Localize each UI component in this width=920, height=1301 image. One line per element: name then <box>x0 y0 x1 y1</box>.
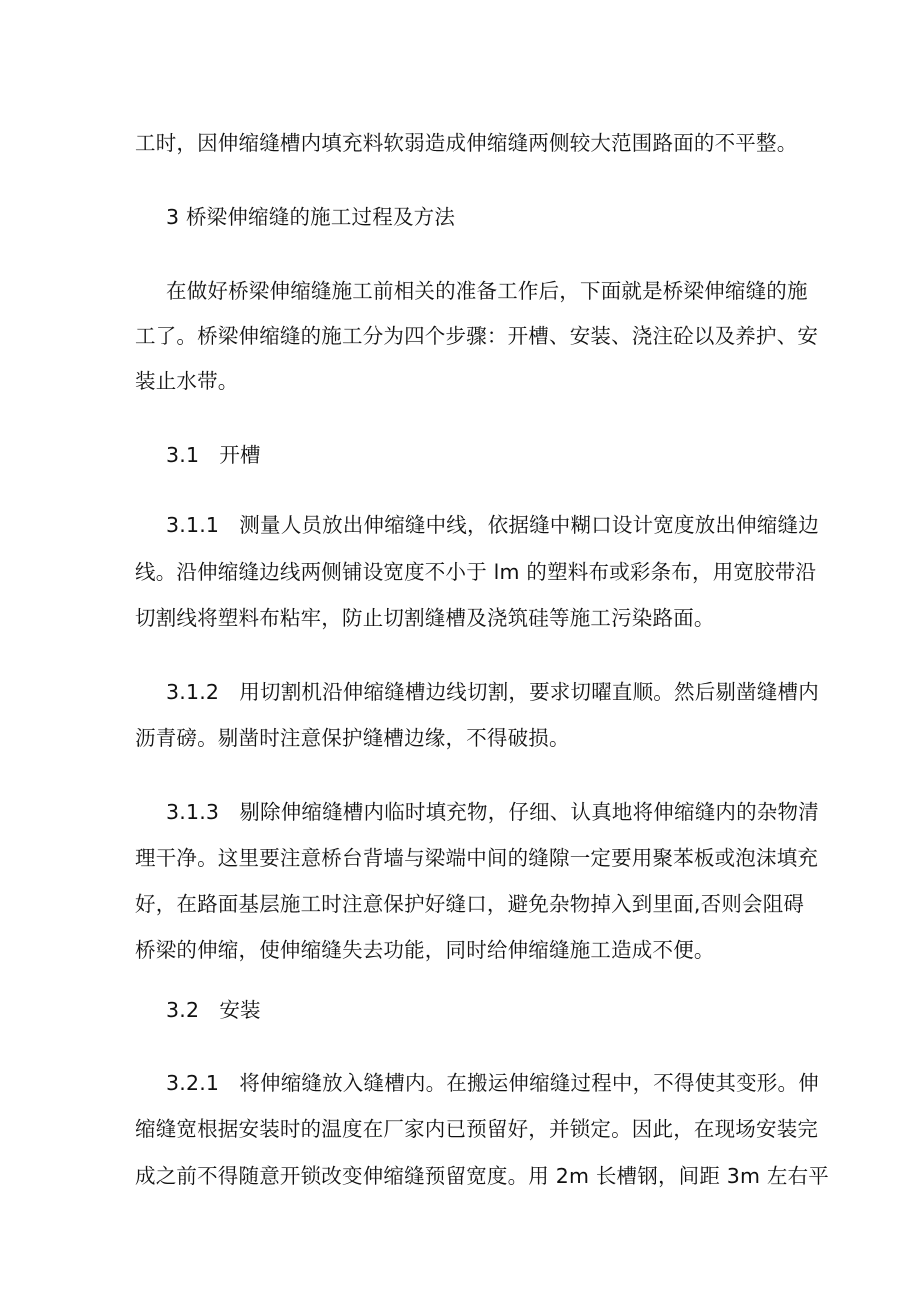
text-line: 装止水带。 <box>135 369 239 393</box>
text-line: 缩缝宽根据安装时的温度在厂家内已预留好，并锁定。因此，在现场安装完 <box>135 1117 819 1141</box>
text-line: 3.1.2 用切割机沿伸缩缝槽边线切割，要求切曜直顺。然后剔凿缝槽内 <box>166 680 819 704</box>
text-line: 3.2.1 将伸缩缝放入缝槽内。在搬运伸缩缝过程中，不得使其变形。伸 <box>166 1071 819 1095</box>
text-line: 3.1.1 测量人员放出伸缩缝中线，依据缝中糊口设计宽度放出伸缩缝边 <box>166 513 819 537</box>
text-line: 桥梁的伸缩，使伸缩缝失去功能，同时给伸缩缝施工造成不便。 <box>135 938 715 962</box>
text-line: 沥青磅。剔凿时注意保护缝槽边缘，不得破损。 <box>135 726 570 750</box>
subsection-heading: 3.1 开槽 <box>166 443 261 467</box>
text-line: 成之前不得随意开锁改变伸缩缝预留宽度。用 2m 长槽钢，间距 3m 左右平 <box>135 1164 829 1188</box>
text-line: 切割线将塑料布粘牢，防止切割缝槽及浇筑硅等施工污染路面。 <box>135 606 715 630</box>
text-line: 在做好桥梁伸缩缝施工前相关的准备工作后，下面就是桥梁伸缩缝的施 <box>166 279 808 303</box>
text-line: 工时，因伸缩缝槽内填充料软弱造成伸缩缝两侧较大范围路面的不平整。 <box>135 131 798 155</box>
subsection-heading: 3.2 安装 <box>166 998 261 1022</box>
text-line: 工了。桥梁伸缩缝的施工分为四个步骤：开槽、安装、浇注砼以及养护、安 <box>135 324 819 348</box>
text-line: 线。沿伸缩缝边线两侧铺设宽度不小于 lm 的塑料布或彩条布，用宽胶带沿 <box>135 560 817 584</box>
section-heading: 3 桥梁伸缩缝的施工过程及方法 <box>166 205 456 229</box>
text-line: 理干净。这里要注意桥台背墙与梁端中间的缝隙一定要用聚苯板或泡沫填充 <box>135 846 819 870</box>
text-line: 3.1.3 剔除伸缩缝槽内临时填充物，仔细、认真地将伸缩缝内的杂物清 <box>166 800 819 824</box>
text-line: 好，在路面基层施工时注意保护好缝口，避免杂物掉入到里面,否则会阻碍 <box>135 892 805 916</box>
